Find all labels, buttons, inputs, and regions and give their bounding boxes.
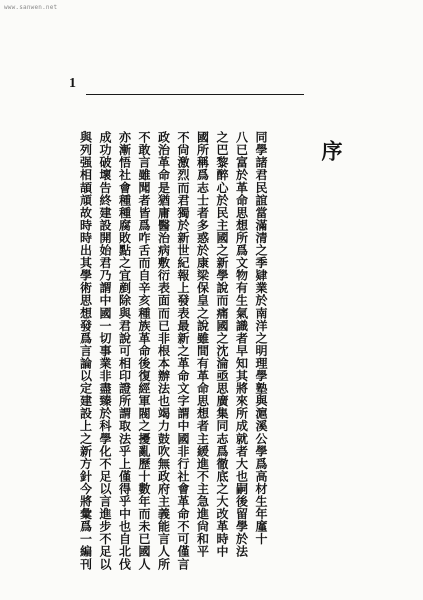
header-rule xyxy=(86,94,304,95)
text-column: 與列强相頡頏故時時出其學術思想發爲言論以定建設上之新方針今將彙爲一編刊 xyxy=(78,131,93,571)
text-column: 亦漸悟社會種種腐敗點之宜剷除與君說可相印證所謂取法乎上僅得乎中也自北伐 xyxy=(117,131,132,571)
text-column: 同學諸君民誼當滿清之季肄業於南洋之明理學塾與滬溪公學爲高材生年廑十 xyxy=(254,131,268,546)
page-number: 1 xyxy=(69,76,76,91)
text-column: 八已富於革命思想所爲文物有生氣識者早知其將來所成就者大也嗣後留學於法 xyxy=(234,131,249,558)
preface-title: 序 xyxy=(319,140,344,161)
text-column: 不尙激烈而君獨於新世紀報上發表最新之革命文字謂中國非行社會革命不可僅言 xyxy=(176,131,190,571)
text-column: 不敢言雖聞者皆爲咋舌而自辛亥種族革命後復經軍閥之擾亂歷十數年而未已國人 xyxy=(137,131,151,571)
preface-body xyxy=(62,131,294,581)
text-column: 國所稱爲志士者多惑於康梁保皇之說雖間有革命思想者主緩進不主急進尙和平 xyxy=(195,131,210,558)
text-column: 之巴黎醉心於民主國之新學說而痛國之沈淪亟思廣集同志爲徹底之大改革時中 xyxy=(215,131,229,558)
text-column: 政治革命是猶庸醫治病敷衍表面而已非根本辦法也竭力鼓吹無政府主義能言人所 xyxy=(156,131,171,571)
watermark: www.sanwen.net xyxy=(4,4,58,11)
text-column: 成功破壞告終建設開始君乃謂中國一切事業非盡臻於科學化不足以言進步不足以 xyxy=(98,131,112,571)
